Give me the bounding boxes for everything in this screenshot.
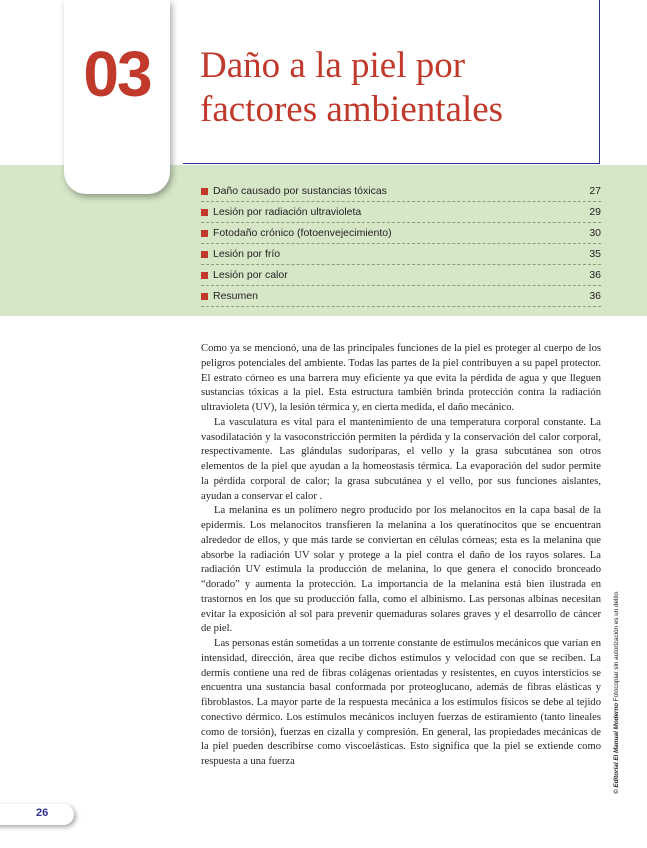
square-bullet-icon [201, 230, 208, 237]
toc-item[interactable] [201, 223, 601, 244]
chapter-number: 03 [83, 38, 151, 110]
toc-item-label: Lesión por calor [213, 269, 288, 281]
table-of-contents [201, 181, 601, 307]
toc-item[interactable] [201, 265, 601, 286]
chapter-title: Daño a la piel por factores ambientales [200, 45, 504, 130]
toc-item-page: 36 [589, 290, 601, 302]
toc-item-label: Lesión por radiación ultravioleta [213, 206, 362, 218]
square-bullet-icon [201, 272, 208, 279]
toc-item-label: Fotodaño crónico (fotoenvejecimiento) [213, 227, 392, 239]
body-text [201, 342, 601, 770]
square-bullet-icon [201, 251, 208, 258]
square-bullet-icon [201, 188, 208, 195]
chapter-tab [64, 0, 170, 194]
square-bullet-icon [201, 293, 208, 300]
copyright-publisher: © Editorial El Manual Moderno [613, 702, 620, 794]
page-number-tab [0, 804, 74, 825]
toc-item-page: 29 [589, 206, 601, 218]
toc-item-label: Lesión por frío [213, 248, 281, 260]
paragraph: La vasculatura es vital para el mantenimiento de una temperatura corporal constante. La vasodilatación y la vasoconstricción permiten la pérdida y la conservación del calor corporal, respectivamente. Las glándulas sudoríparas, el vello y la grasa subcutánea son otros elementos de la piel que ayudan a la homeostasis térmica. La evaporación del sudor permite la pérdida corporal de calor; la grasa subcutánea y el vello, por sus funciones aislantes, ayudan a conservar el calor . [201, 416, 601, 502]
paragraph: Las personas están sometidas a un torrente constante de estímulos mecánicos que varían en intensidad, dirección, área que recibe dichos estímulos y velocidad con que se reciben. La dermis contiene una red de fibras colágenas orientadas y resistentes, en cuyos intersticios se encuentra una sustancia basal conformada por proteoglucano, además de fibras elásticas y fibroblastos. La mayor parte de la respuesta mecánica a los estímulos físicos se debe al tejido conectivo dérmico. Los estímulos mecánicos incluyen fuerzas de estiramiento (tanto lineales como de torsión), fuerzas en cizalla y compresión. En general, las propiedades mecánicas de la piel pueden describirse como viscoelásticas. Esto significa que la piel se extiende como respuesta a una fuerza [201, 638, 601, 767]
paragraph: La melanina es un polímero negro producido por los melanocitos en la capa basal de la epidermis. Los melanocitos transfieren la melanina a los queratinocitos que se encuentran alrededor de ellos, y que más tarde se conviertan en células córneas; esta es la melanina que absorbe la radiación UV solar y protege a la piel contra el daño de los rayos solares. La radiación UV estimula la producción de melanina, lo que genera el conocido bronceado “dorado” y aumenta la protección. La importancia de la melanina está bien ilustrada en trastornos en los que su producción falla, como el albinismo. Las personas albinas necesitan evitar la exposición al sol para prevenir quemaduras solares graves y el desarrollo de cáncer de piel. [201, 505, 601, 635]
toc-item-label: Resumen [213, 290, 258, 302]
toc-item-page: 30 [589, 227, 601, 239]
toc-item-page: 36 [589, 269, 601, 281]
toc-item-page: 35 [589, 248, 601, 260]
copyright-note [613, 590, 620, 794]
toc-item[interactable] [201, 202, 601, 223]
toc-item[interactable] [201, 244, 601, 265]
toc-item-label: Daño causado por sustancias tóxicas [213, 185, 387, 197]
page-number: 26 [36, 807, 49, 819]
toc-item[interactable] [201, 286, 601, 307]
square-bullet-icon [201, 209, 208, 216]
copyright-text: Fotocopiar sin autorización es un delito. [613, 590, 620, 703]
paragraph: Como ya se mencionó, una de las principales funciones de la piel es proteger al cuerpo de los peligros potenciales del ambiente. Todas las partes de la piel contribuyen a su papel protector. El estrato córneo es una barrera muy eficiente ya que evita la pérdida de agua y que lleguen sustancias tóxicas a la piel. Esta estructura también brinda protección contra la radiación ultravioleta (UV), la lesión térmica y, en cierta medida, el daño mecánico. [201, 343, 601, 413]
toc-item-page: 27 [589, 185, 601, 197]
toc-item[interactable] [201, 181, 601, 202]
